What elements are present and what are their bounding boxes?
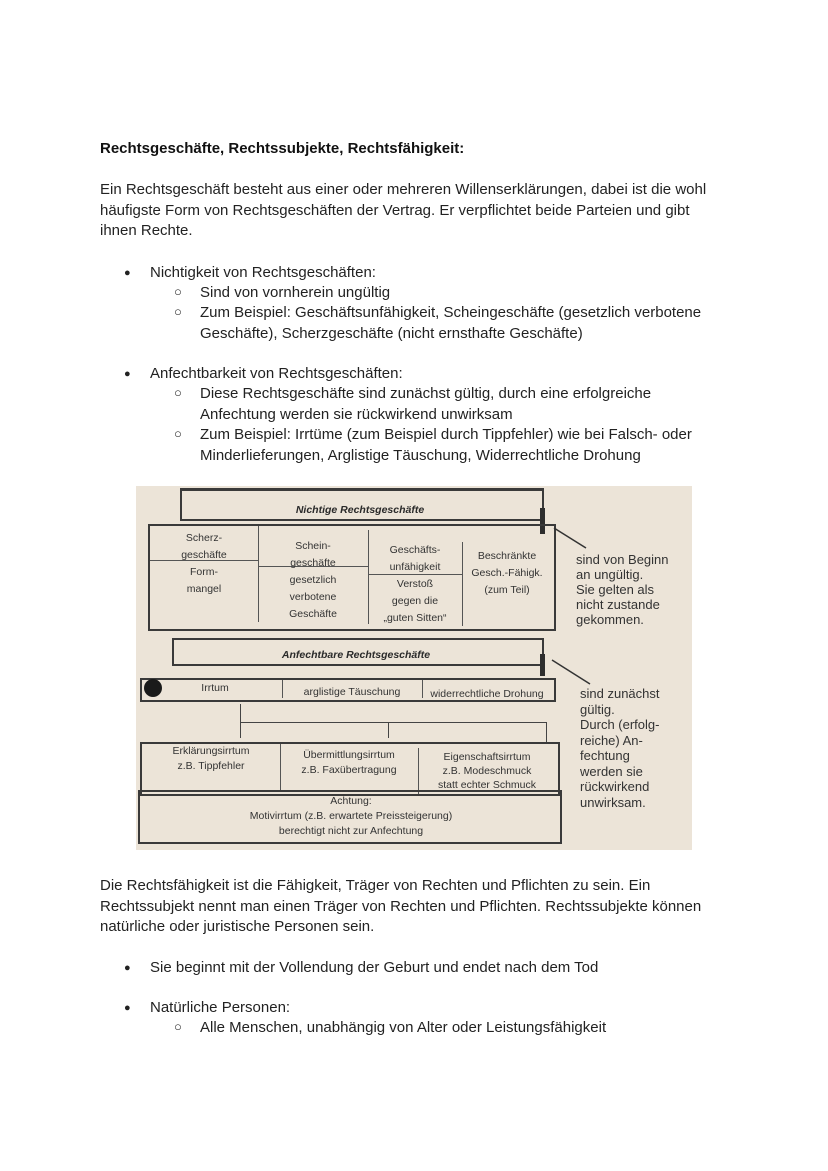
anfecht-side-note: sind zunächst gültig. Durch (erfolg- reiche) An- fechtung werden sie rückwirkend unwirksam. [580, 686, 660, 810]
bullet-icon: ● [124, 1002, 131, 1014]
irrtum-type-cell: Übermittlungsirrtum z.B. Faxübertragung [301, 749, 397, 776]
irrtum-type-cell: Erklärungsirrtum z.B. Tippfehler [172, 745, 250, 772]
document-title: Rechtsgeschäfte, Rechtssubjekte, Rechtsfähigkeit: [100, 140, 465, 157]
nichtige-header: Nichtige Rechtsgeschäfte [295, 504, 425, 516]
sublist-item: ○ Alle Menschen, unabhängig von Alter oder Leistungsfähigkeit [174, 1019, 607, 1036]
circle-bullet-icon: ○ [174, 385, 182, 400]
irrtum-type-cell: Eigenschaftsirrtum z.B. Modeschmuck statt echter Schmuck [437, 751, 537, 791]
nichtig-cell: Scherz- geschäfte Form- mangel [181, 532, 227, 595]
sublist-item: ○ Diese Rechtsgeschäfte sind zunächst gültig, durch eine erfolgreiche Anfechtung werden sie rückwirkend unwirksam [174, 385, 652, 423]
circle-bullet-icon: ○ [174, 426, 182, 441]
intro-paragraph: Ein Rechtsgeschäft besteht aus einer oder mehreren Willenserklärungen, dabei ist die wohl häufigste Form von Rechtsgeschäften der Vertrag. Er verpflichtet beide Parteien und gibt ihnen Rechte. [100, 181, 707, 239]
circle-bullet-icon: ○ [174, 304, 182, 319]
nichtig-cell: Beschränkte Gesch.-Fähigk. (zum Teil) [471, 550, 543, 596]
sublist-item: ○ Zum Beispiel: Geschäftsunfähigkeit, Scheingeschäfte (gesetzlich verbotene Geschäfte), Scherzgeschäfte (nicht ernsthafte Geschäfte) [174, 304, 702, 342]
sublist-item: ○ Sind von vornherein ungültig [174, 284, 391, 301]
anfechtbare-header: Anfechtbare Rechtsgeschäfte [281, 649, 431, 661]
list-item-natuerliche-personen: ● Natürliche Personen: [150, 998, 290, 1019]
rechtsfaehigkeit-paragraph: Die Rechtsfähigkeit ist die Fähigkeit, Träger von Rechten und Pflichten zu sein. Ein Rechtssubjekt nennt man einen Träger von Rechten und Pflichten. Rechtssubjekte können natürliche oder juristische Personen sein. [100, 877, 702, 935]
nichtig-side-note: sind von Beginn an ungültig. Sie gelten als nicht zustande gekommen. [576, 552, 669, 627]
list-item-anfechtbarkeit: ● Anfechtbarkeit von Rechtsgeschäften: [150, 364, 403, 385]
list-item-nichtigkeit: ● Nichtigkeit von Rechtsgeschäften: [150, 263, 376, 284]
nichtig-cell: Geschäfts- unfähigkeit Verstoß gegen die „guten Sitten“ [383, 544, 447, 624]
irrtum-cell: Irrtum [201, 682, 229, 694]
bullet-icon: ● [124, 368, 131, 380]
nichtig-cell: Schein- geschäfte gesetzlich verbotene Geschäfte [289, 540, 337, 620]
circle-bullet-icon: ○ [174, 1019, 182, 1034]
list-item-beginn: ● Sie beginnt mit der Vollendung der Geburt und endet nach dem Tod [150, 958, 598, 979]
drohung-cell: widerrechtliche Drohung [430, 688, 544, 700]
sublist-item: ○ Zum Beispiel: Irrtüme (zum Beispiel durch Tippfehler) wie bei Falsch- oder Minderlieferungen, Arglistige Täuschung, Widerrechtliche Drohung [174, 426, 692, 464]
taeuschung-cell: arglistige Täuschung [303, 686, 401, 698]
bullet-icon: ● [124, 267, 131, 279]
bullet-icon: ● [124, 962, 131, 974]
motivirrtum-note: Achtung: Motivirrtum (z.B. erwartete Preissteigerung) berechtigt nicht zur Anfechtung [249, 795, 453, 837]
diagram-photo [136, 486, 692, 850]
circle-bullet-icon: ○ [174, 284, 182, 299]
